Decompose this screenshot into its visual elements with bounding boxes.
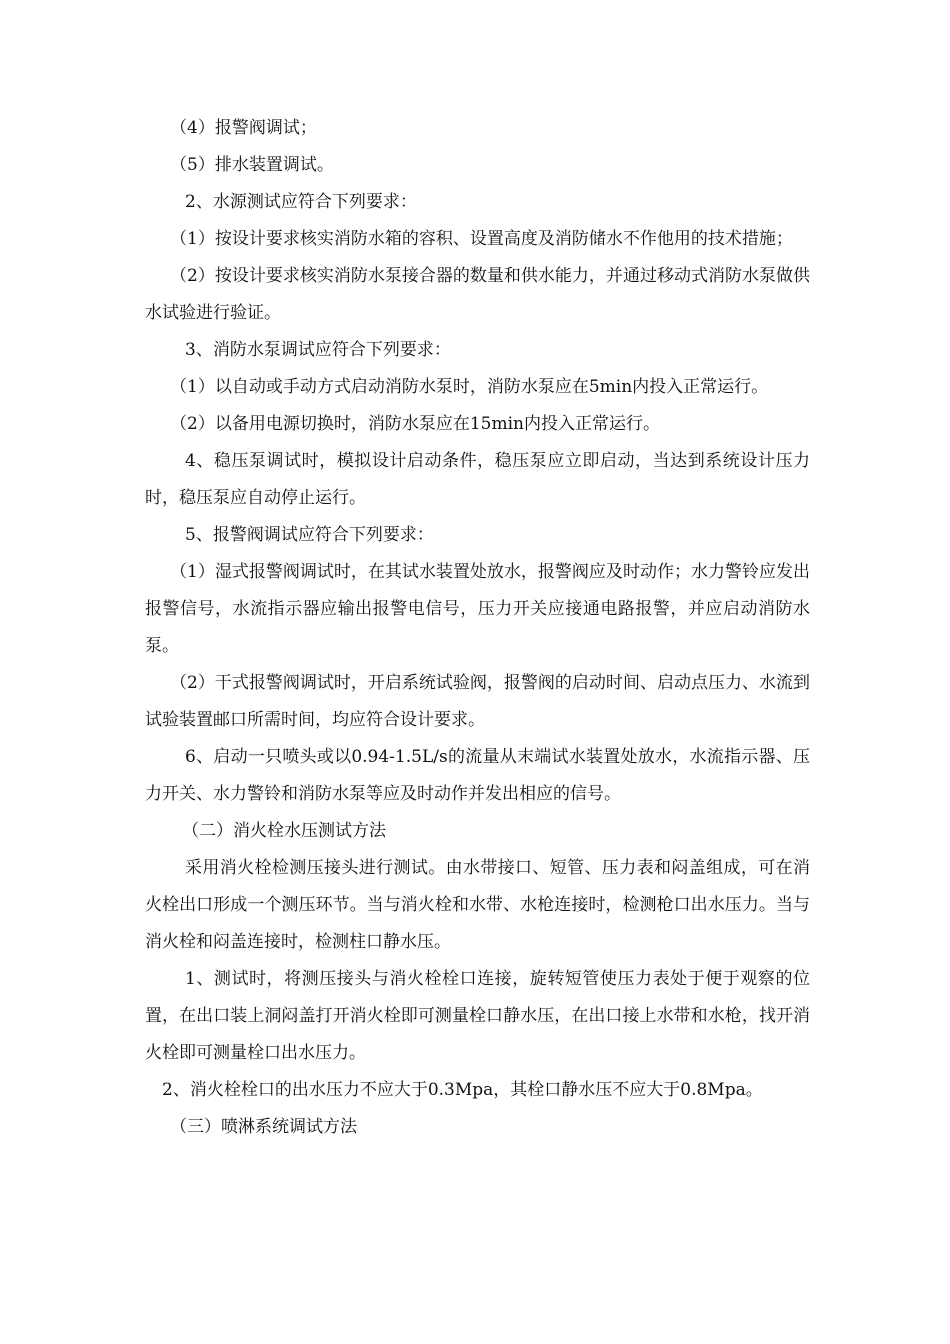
paragraph-hydrant-pressure-limit: 2、消火栓栓口的出水压力不应大于0.3Mpa，其栓口静水压不应大于0.8Mpa。 bbox=[162, 1080, 763, 1100]
paragraph-hydrant-connection: 1、测试时，将测压接头与消火栓栓口连接，旋转短管使压力表处于便于观察的位置，在出口装上洞闷盖打开消火栓即可测量栓口静水压，在出口接上水带和水枪，找开消火栓即可测量栓口出水压力。 bbox=[145, 969, 810, 1063]
paragraph-backup-power: （2）以备用电源切换时，消防水泵应在15min内投入正常运行。 bbox=[170, 414, 660, 434]
paragraph-hydrant-method: 采用消火栓检测压接头进行测试。由水带接口、短管、压力表和闷盖组成，可在消火栓出口形成一个测压环节。当与消火栓和水带、水枪连接时，检测枪口出水压力。当与消火栓和闷盖连接时，检测柱口静水压。 bbox=[145, 858, 810, 952]
paragraph-pump-auto-start: （1）以自动或手动方式启动消防水泵时，消防水泵应在5min内投入正常运行。 bbox=[170, 377, 769, 397]
section-heading-sprinkler-test: （三）喷淋系统调试方法 bbox=[170, 1117, 357, 1137]
paragraph-water-tank-check: （1）按设计要求核实消防水箱的容积、设置高度及消防储水不作他用的技术措施； bbox=[170, 229, 793, 249]
paragraph-drainage-test: （5）排水装置调试。 bbox=[170, 155, 334, 175]
paragraph-sprinkler-flow-test: 6、启动一只喷头或以0.94-1.5L/s的流量从末端试水装置处放水，水流指示器、压力开关、水力警铃和消防水泵等应及时动作并发出相应的信号。 bbox=[145, 747, 810, 804]
paragraph-fire-pump-heading: 3、消防水泵调试应符合下列要求： bbox=[185, 340, 451, 360]
section-heading-hydrant-test: （二）消火栓水压测试方法 bbox=[182, 821, 386, 841]
paragraph-wet-alarm-valve: （1）湿式报警阀调试时，在其试水装置处放水，报警阀应及时动作；水力警铃应发出报警信号，水流指示器应输出报警电信号，压力开关应接通电路报警，并应启动消防水泵。 bbox=[145, 562, 810, 656]
paragraph-alarm-valve-test: （4）报警阀调试； bbox=[170, 118, 317, 138]
paragraph-dry-alarm-valve: （2）干式报警阀调试时，开启系统试验阀，报警阀的启动时间、启动点压力、水流到试验装置邮口所需时间，均应符合设计要求。 bbox=[145, 673, 810, 730]
paragraph-pressure-pump: 4、稳压泵调试时，模拟设计启动条件，稳压泵应立即启动，当达到系统设计压力时，稳压泵应自动停止运行。 bbox=[145, 451, 810, 508]
paragraph-water-source-heading: 2、水源测试应符合下列要求： bbox=[185, 192, 417, 212]
paragraph-alarm-valve-heading: 5、报警阀调试应符合下列要求： bbox=[185, 525, 434, 545]
document-body bbox=[145, 110, 810, 1146]
paragraph-pump-adapter-check: （2）按设计要求核实消防水泵接合器的数量和供水能力，并通过移动式消防水泵做供水试验进行验证。 bbox=[145, 266, 810, 323]
